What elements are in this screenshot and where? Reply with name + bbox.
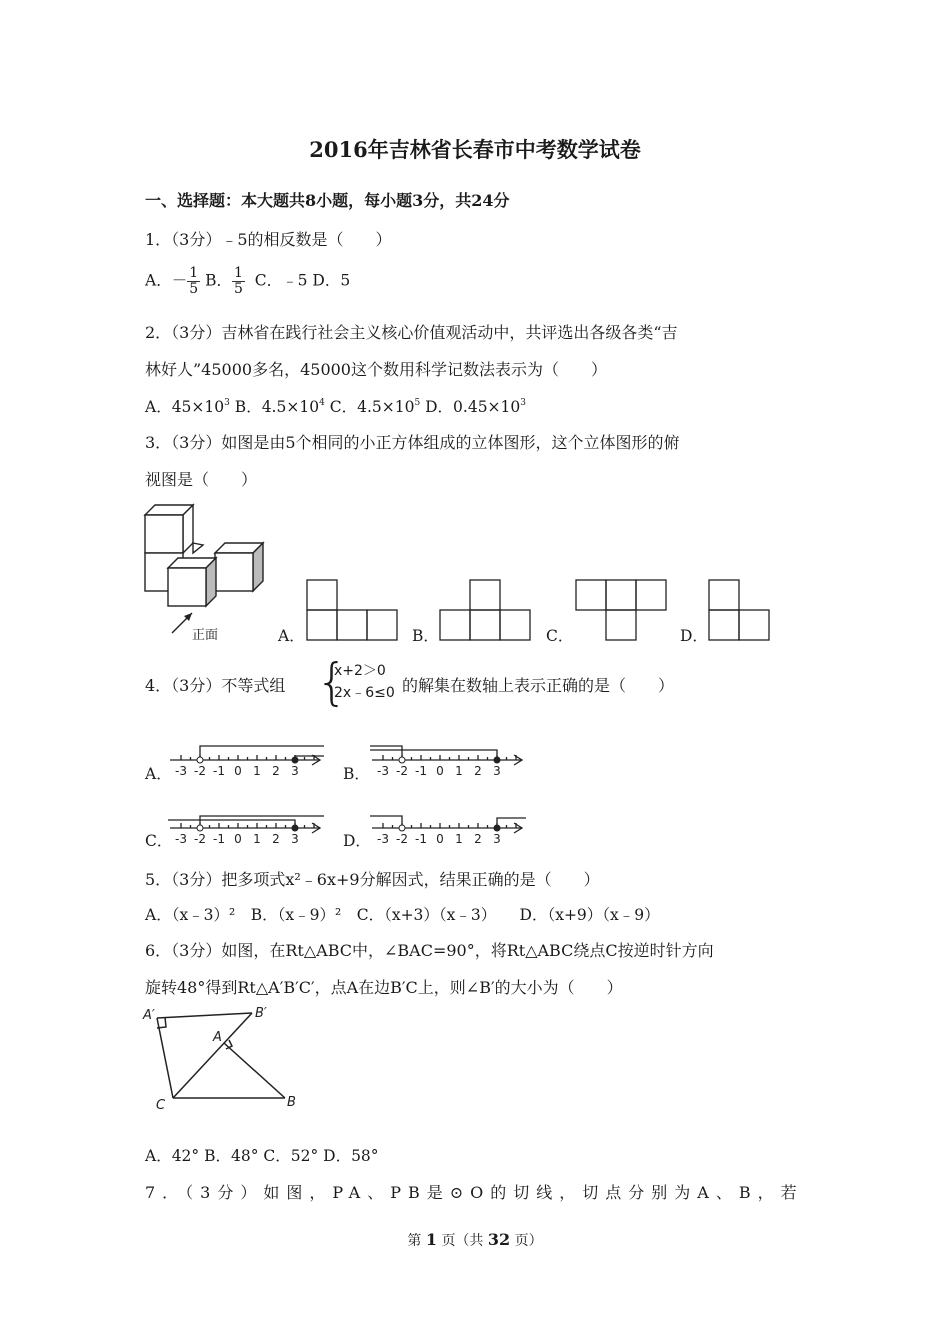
tick-label: 0 [436, 832, 444, 846]
q4-number-line-a [168, 728, 328, 780]
tick-label: -1 [415, 832, 427, 846]
question-7-line1: 7．（3分）如图，PA、PB是⊙O的切线，切点分别为A、B，若 [145, 1183, 804, 1202]
tick-label: 3 [493, 832, 501, 846]
tick-label: 2 [272, 764, 280, 778]
label-b-prime: B′ [255, 1006, 267, 1021]
footer-total-pages: 32 [487, 1230, 511, 1249]
q4-number-line-d [370, 796, 530, 848]
q2-option-c-exp: 5 [414, 398, 421, 408]
q3-option-d-figure [707, 578, 772, 643]
q1-option-a-fraction [187, 266, 200, 297]
q2-option-d: D．0.45×10 [420, 398, 521, 416]
tick-label: -2 [194, 832, 206, 846]
question-6-options: A．42° B．48° C．52° D．58° [145, 1147, 379, 1165]
q6-triangle-figure [140, 1005, 310, 1115]
page-footer [0, 1230, 950, 1250]
q1-option-b-label: B． [205, 271, 232, 290]
tick-label: 0 [234, 764, 242, 778]
q1-option-a-sign: － [171, 271, 188, 290]
question-6-line1: 6．（3分）如图，在Rt△ABC中，∠BAC=90°，将Rt△ABC绕点C按逆时针方向 [145, 941, 714, 960]
label-b: B [287, 1095, 296, 1110]
q2-option-b: B．4.5×10 [229, 398, 320, 416]
question-5-stem: 5．（3分）把多项式x²﹣6x+9分解因式，结果正确的是（ ） [145, 870, 600, 889]
q2-option-c: C．4.5×10 [324, 398, 415, 416]
tick-label: -2 [396, 832, 408, 846]
footer-page-number: 1 [425, 1230, 437, 1249]
q2-option-a-exp: 3 [224, 398, 230, 408]
tick-label: -2 [194, 764, 206, 778]
tick-label: 1 [253, 764, 261, 778]
q1-option-b-fraction [232, 266, 245, 297]
footer-mid: 页（共 [441, 1233, 484, 1249]
q4-number-line-c [168, 796, 328, 848]
tick-label: 2 [474, 764, 482, 778]
question-1-options [145, 266, 350, 297]
inequality-system [334, 660, 395, 704]
q1-options-cd: C．﹣5 D．5 [254, 271, 351, 290]
question-6-line2: 旋转48°得到Rt△A′B′C′，点A在边B′C上，则∠B′的大小为（ ） [145, 978, 623, 997]
q2-option-b-exp: 4 [319, 398, 325, 408]
frac-denominator: 5 [189, 281, 199, 297]
q3-option-a-label: A． [278, 627, 305, 645]
frac-numerator: 1 [233, 265, 243, 281]
q4-option-b-label: B． [343, 765, 370, 783]
tick-label: 0 [234, 832, 242, 846]
question-2-line2: 林好人”45000多名，45000这个数用科学记数法表示为（ ） [145, 360, 607, 379]
q4-option-a-label: A． [145, 765, 172, 783]
question-2-line1: 2．（3分）吉林省在践行社会主义核心价值观活动中，共评选出各级各类“吉 [145, 323, 678, 342]
tick-label: -3 [377, 832, 389, 846]
tick-label: -3 [175, 764, 187, 778]
frac-denominator: 5 [233, 281, 243, 297]
footer-post: 页） [514, 1233, 543, 1249]
q3-option-b-figure [438, 578, 533, 643]
q3-option-c-figure [574, 578, 669, 643]
section-heading: 一、选择题：本大题共8小题，每小题3分，共24分 [145, 191, 510, 210]
tick-label: 2 [474, 832, 482, 846]
cube-solid-figure [140, 500, 275, 645]
question-4-stem-post: 的解集在数轴上表示正确的是（ ） [402, 676, 675, 695]
tick-label: -3 [175, 832, 187, 846]
tick-label: -3 [377, 764, 389, 778]
tick-label: 1 [253, 832, 261, 846]
tick-label: 3 [291, 764, 299, 778]
tick-label: 0 [436, 764, 444, 778]
question-2-options [145, 395, 526, 417]
tick-label: -1 [415, 764, 427, 778]
tick-label: -1 [213, 832, 225, 846]
page-title: 2016年吉林省长春市中考数学试卷 [309, 137, 641, 162]
q3-option-a-figure [305, 578, 400, 643]
tick-label: 1 [455, 832, 463, 846]
tick-label: -2 [396, 764, 408, 778]
tick-label: 2 [272, 832, 280, 846]
q3-option-d-label: D． [680, 627, 708, 645]
q3-option-b-label: B． [412, 627, 439, 645]
q3-option-c-label: C． [546, 627, 574, 645]
inequality-1: x+2＞0 [334, 663, 386, 679]
label-c: C [156, 1098, 166, 1113]
q1-option-a-label: A． [145, 271, 172, 290]
q4-option-c-label: C． [145, 832, 173, 850]
label-a-prime: A′ [143, 1008, 155, 1023]
tick-label: -1 [213, 764, 225, 778]
question-5-options: A．（x﹣3）² B．（x﹣9）² C．（x+3）（x﹣3） D．（x+9）（x﹣9） [145, 906, 660, 924]
q2-option-a: A．45×10 [145, 398, 225, 416]
tick-label: 3 [291, 832, 299, 846]
frac-numerator: 1 [189, 265, 199, 281]
brace-icon: { [316, 653, 348, 711]
tick-label: 3 [493, 764, 501, 778]
question-3-line2: 视图是（ ） [145, 470, 258, 489]
label-a: A [213, 1030, 222, 1045]
question-1-stem: 1．（3分）﹣5的相反数是（ ） [145, 230, 392, 249]
q2-option-d-exp: 3 [520, 398, 526, 408]
tick-label: 1 [455, 764, 463, 778]
front-label: 正面 [192, 628, 219, 643]
inequality-2: 2x﹣6≤0 [334, 685, 395, 701]
q4-number-line-b [370, 728, 530, 780]
q4-option-d-label: D． [343, 832, 371, 850]
question-4-stem-pre: 4．（3分）不等式组 [145, 676, 286, 695]
footer-pre: 第 [407, 1233, 422, 1249]
question-3-line1: 3．（3分）如图是由5个相同的小正方体组成的立体图形，这个立体图形的俯 [145, 433, 680, 452]
